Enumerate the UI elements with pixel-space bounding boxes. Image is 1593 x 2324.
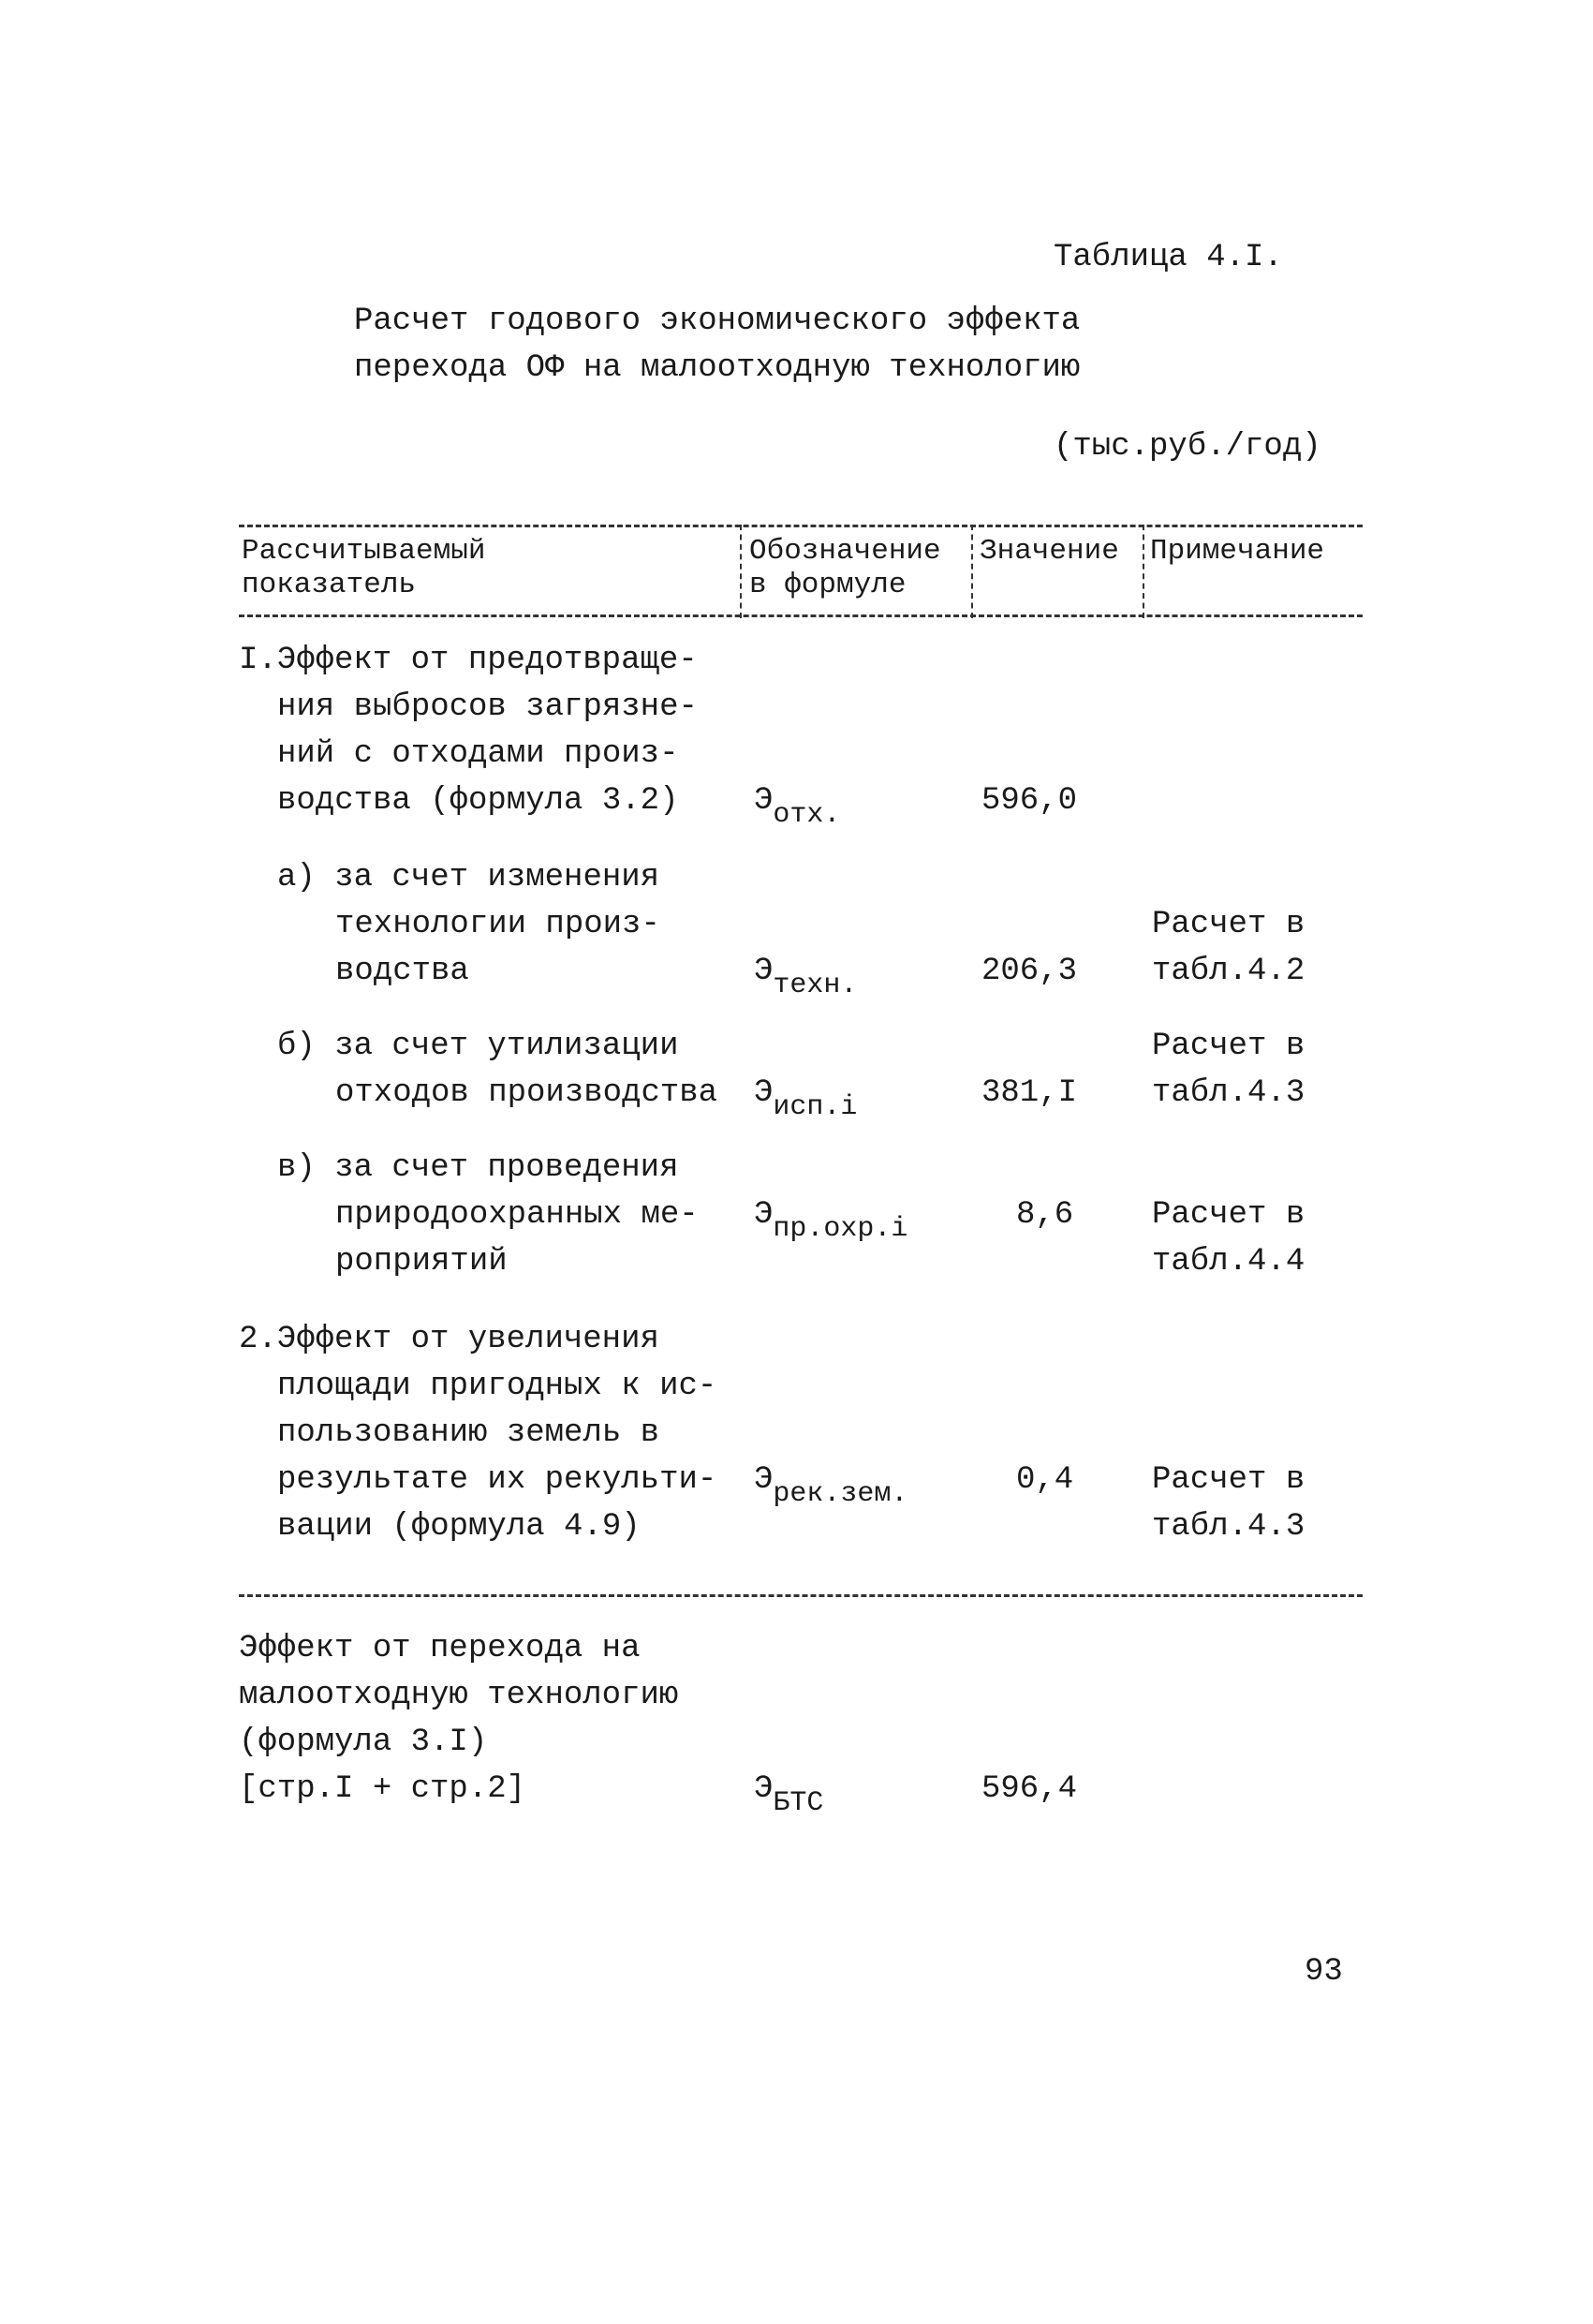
header-note: Примечание: [1150, 535, 1325, 568]
row-1a-text-line2: технологии произ-: [335, 907, 660, 942]
row-1b-value: 381,I: [981, 1075, 1078, 1111]
row-1-text-line3: ний с отходами произ-: [277, 736, 679, 772]
row-1a-symbol: $Э_{техн.}$: [754, 954, 858, 1001]
total-text-line4: [стр.I + стр.2]: [239, 1771, 526, 1807]
row-1v-value: 8,6: [1016, 1197, 1074, 1233]
header-indicator-line2: показатель: [242, 569, 417, 601]
row-1-text-line4: водства (формула 3.2): [277, 783, 679, 819]
row-1-value: 596,0: [981, 783, 1078, 819]
column-separator: [740, 525, 742, 618]
row-1b-note-line2: табл.4.3: [1152, 1075, 1305, 1111]
row-2-note-line2: табл.4.3: [1152, 1509, 1305, 1545]
column-separator: [1143, 525, 1144, 618]
table-label: Таблица 4.I.: [1054, 240, 1283, 275]
total-separator-rule: [239, 1594, 1363, 1597]
header-symbol-line1: Обозначение: [749, 535, 941, 568]
row-2-value: 0,4: [1016, 1462, 1074, 1498]
row-2-text-line5: вации (формула 4.9): [277, 1509, 641, 1545]
row-1v-note-line2: табл.4.4: [1152, 1244, 1305, 1280]
row-1-text-line2: ния выбросов загрязне-: [277, 689, 698, 725]
row-1b-text-line2: отходов производства: [335, 1075, 718, 1111]
column-separator: [971, 525, 973, 618]
row-2-symbol: $Э_{рек.зем.}$: [754, 1462, 908, 1510]
total-text-line1: Эффект от перехода на: [239, 1631, 641, 1666]
header-indicator-line1: Рассчитываемый: [242, 535, 486, 568]
row-1-text-line1: I.Эффект от предотвраще-: [239, 643, 698, 678]
row-1-symbol: $Э_{отх.}$: [754, 783, 841, 831]
header-value: Значение: [980, 535, 1119, 568]
row-2-text-line4: результате их рекульти-: [277, 1462, 717, 1498]
row-1a-value: 206,3: [981, 954, 1078, 989]
total-value: 596,4: [981, 1771, 1078, 1807]
row-2-text-line2: площади пригодных к ис-: [277, 1369, 717, 1404]
header-bottom-rule: [239, 614, 1363, 617]
row-1v-text-line1: в) за счет проведения: [277, 1150, 679, 1186]
row-1v-text-line2: природоохранных ме-: [335, 1197, 699, 1233]
row-1a-text-line1: а) за счет изменения: [277, 860, 660, 896]
row-1b-note-line1: Расчет в: [1152, 1029, 1305, 1064]
units-label: (тыс.руб./год): [1054, 429, 1321, 465]
row-1a-note-line1: Расчет в: [1152, 907, 1305, 942]
row-2-text-line1: 2.Эффект от увеличения: [239, 1322, 659, 1357]
total-text-line2: малоотходную технологию: [239, 1678, 679, 1713]
total-symbol: $Э_{БТС}$: [754, 1771, 824, 1819]
row-1b-symbol: $Э_{исп.i}$: [754, 1075, 858, 1123]
table-top-rule: [239, 525, 1363, 527]
row-1v-symbol: $Э_{пр.охр.i}$: [754, 1197, 908, 1245]
header-symbol-line2: в формуле: [749, 569, 907, 601]
table-title-line1: Расчет годового экономического эффекта: [354, 303, 1081, 339]
row-1a-note-line2: табл.4.2: [1152, 954, 1305, 989]
table-title-line2: перехода ОФ на малоотходную технологию: [354, 350, 1081, 386]
page-number: 93: [1305, 1954, 1343, 1990]
total-text-line3: (формула 3.I): [239, 1724, 488, 1760]
row-2-text-line3: пользованию земель в: [277, 1415, 660, 1451]
row-2-note-line1: Расчет в: [1152, 1462, 1305, 1498]
row-1a-text-line3: водства: [335, 954, 469, 989]
row-1v-note-line1: Расчет в: [1152, 1197, 1305, 1233]
row-1b-text-line1: б) за счет утилизации: [277, 1029, 679, 1064]
row-1v-text-line3: роприятий: [335, 1244, 508, 1280]
